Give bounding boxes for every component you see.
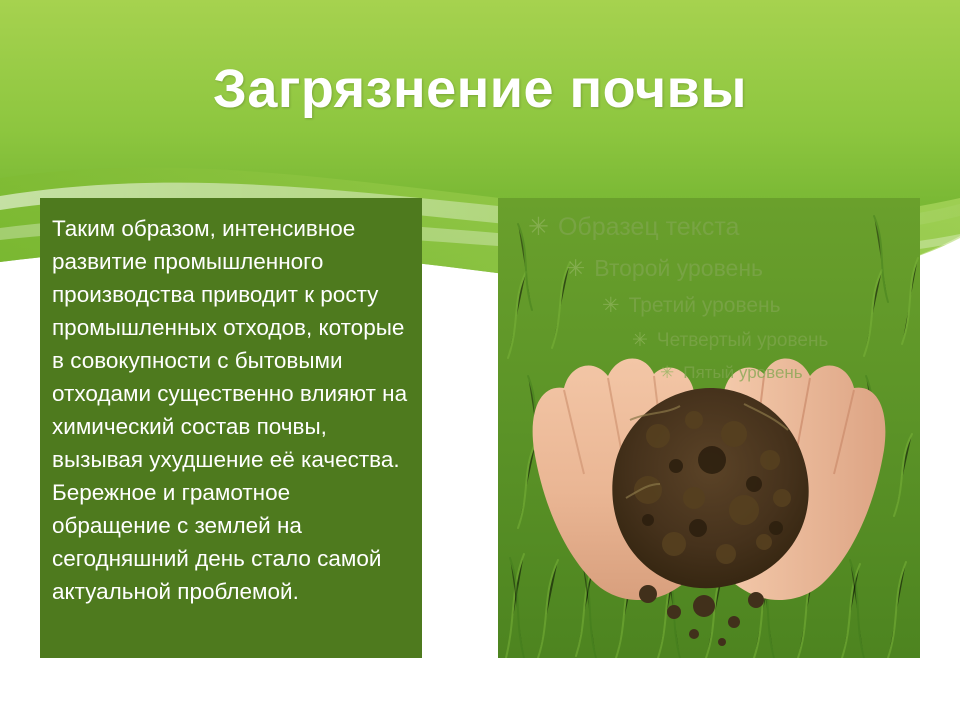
asterisk-bullet-icon: ✳ (632, 330, 648, 351)
asterisk-bullet-icon: ✳ (602, 294, 620, 317)
list-item[interactable] (660, 358, 920, 388)
list-item-label: Пятый уровень (683, 363, 803, 382)
asterisk-bullet-icon: ✳ (528, 213, 549, 241)
body-paragraph: Таким образом, интенсивное развитие промышленного производства приводит к росту промышленных отходов, которые в совокупности с бытовыми отходами существенно влияют на химический состав почвы, вызывая ухудшение её качества. Бережное и грамотное обращение с землей на сегодняшний день стало самой актуальной проблемой. (52, 216, 408, 604)
list-item[interactable] (602, 288, 920, 324)
placeholder-bullet-list (510, 206, 920, 388)
list-item-label: Четвертый уровень (656, 330, 829, 351)
list-item[interactable] (528, 206, 920, 248)
list-item-label: Образец текста (557, 213, 740, 241)
list-item-label: Второй уровень (594, 255, 764, 281)
list-item[interactable] (566, 248, 920, 288)
page-title: Загрязнение почвы (213, 59, 747, 119)
list-item[interactable] (632, 324, 920, 358)
asterisk-bullet-icon: ✳ (566, 255, 586, 281)
list-item-label: Третий уровень (628, 294, 781, 317)
asterisk-bullet-icon: ✳ (660, 363, 675, 382)
